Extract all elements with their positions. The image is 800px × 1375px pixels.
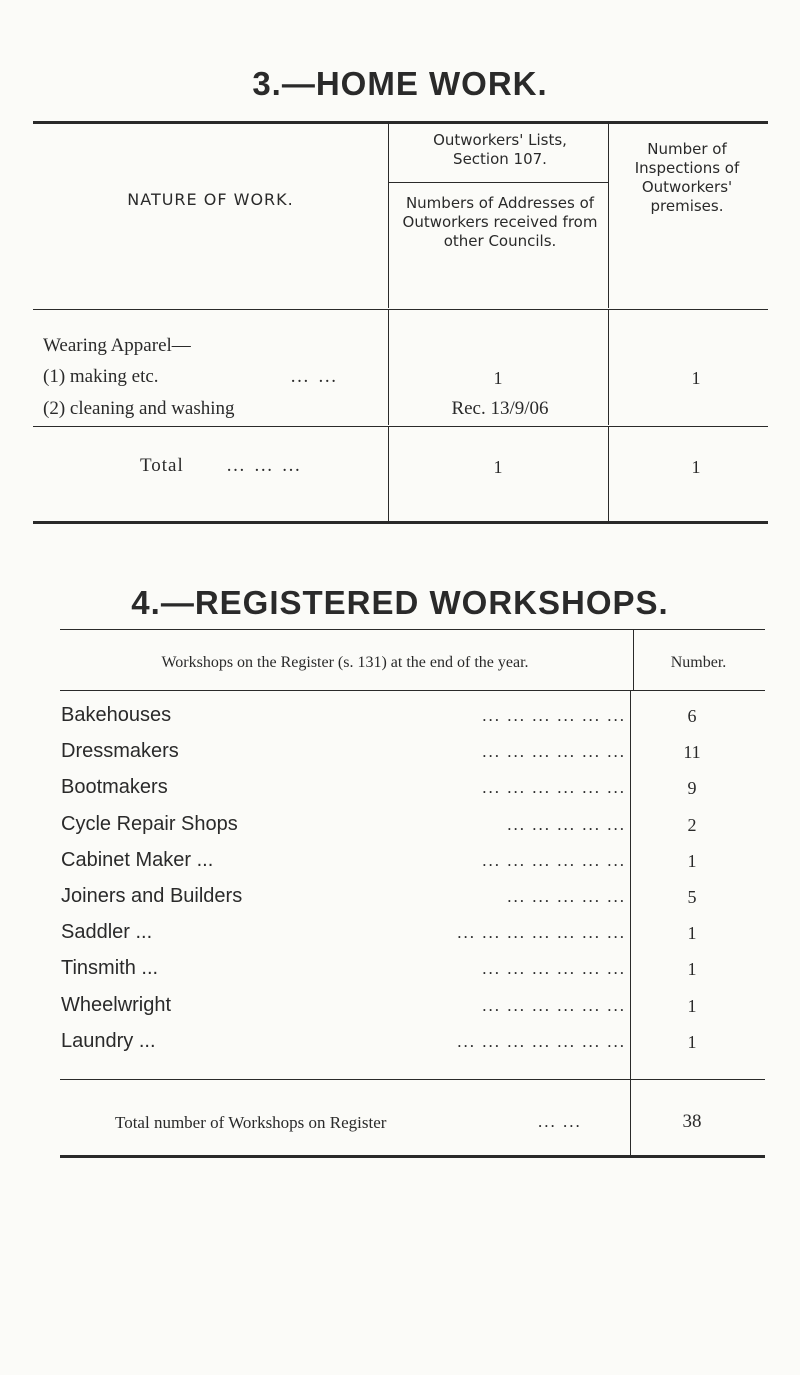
row-making-inspections: 1: [691, 368, 701, 388]
table1-divider-2: [608, 124, 609, 308]
row-total-dots: … … …: [226, 455, 303, 476]
workshop-label: Joiners and Builders: [61, 885, 243, 907]
leader-dots: ... ... ... ... ...: [507, 887, 626, 906]
leader-dots: ... ... ... ... ... ...: [482, 706, 626, 725]
table1-header-rule: [33, 309, 768, 310]
row-making-label: (1) making etc.: [43, 366, 159, 387]
row-making-dots: … …: [290, 366, 339, 387]
workshop-count: 5: [687, 887, 697, 907]
workshop-count: 1: [687, 996, 697, 1016]
workshop-count: 11: [683, 742, 701, 762]
workshop-count: 1: [687, 923, 697, 943]
table2-bottom-rule: [60, 1155, 765, 1158]
table1-divider-1: [388, 124, 389, 308]
row-total-label: Total: [140, 455, 184, 476]
row-category-wearing-apparel: Wearing Apparel—: [43, 335, 191, 356]
leader-dots: ... ... ... ... ... ...: [482, 742, 626, 761]
table1-top-rule: [33, 121, 768, 124]
table2-top-rule: [60, 629, 765, 630]
header-numbers-addresses: Numbers of Addresses of Outworkers received from other Councils.: [402, 194, 598, 250]
leader-dots: ... ... ... ... ... ... ...: [457, 923, 626, 942]
row-cleaning-addresses: Rec. 13/9/06: [451, 398, 549, 419]
row-total-inspections: 1: [691, 457, 701, 477]
table2-total-rule: [60, 1079, 765, 1080]
table1-body-divider-1: [388, 310, 389, 425]
workshop-count: 9: [687, 778, 697, 798]
total-workshops-label: Total number of Workshops on Register: [115, 1113, 387, 1132]
workshop-label: Bootmakers: [61, 776, 168, 798]
table1-total-divider-1: [388, 427, 389, 522]
header-outworkers-lists: Outworkers' Lists, Section 107.: [433, 131, 567, 168]
header-number: Number.: [670, 654, 727, 671]
table2-total-divider: [630, 1080, 631, 1155]
table2-body-divider: [630, 691, 631, 1079]
workshop-count: 2: [687, 815, 697, 835]
leader-dots: ... ... ... ... ... ... ...: [457, 1032, 626, 1051]
workshop-count: 1: [687, 851, 697, 871]
workshop-label: Tinsmith ...: [61, 957, 159, 979]
table1-total-rule: [33, 426, 768, 427]
leader-dots: ... ... ... ... ... ...: [482, 959, 626, 978]
workshop-label: Laundry ...: [61, 1030, 156, 1052]
total-workshops-value: 38: [682, 1111, 702, 1132]
workshop-label: Dressmakers: [61, 740, 179, 762]
row-making-addresses: 1: [493, 368, 503, 388]
leader-dots: ... ... ... ... ... ...: [482, 996, 626, 1015]
header-inspections: Number of Inspections of Outworkers' premises.: [634, 140, 740, 215]
leader-dots: ... ... ... ... ...: [507, 815, 626, 834]
workshop-label: Wheelwright: [61, 994, 172, 1016]
workshop-count: 1: [687, 959, 697, 979]
leader-dots: ... ... ... ... ... ...: [482, 778, 626, 797]
header-nature-of-work: NATURE OF WORK.: [127, 190, 294, 209]
workshop-count: 6: [687, 706, 697, 726]
total-workshops-dots: ... ...: [538, 1112, 582, 1131]
home-work-title: 3.—HOME WORK.: [252, 65, 548, 102]
workshop-label: Cycle Repair Shops: [61, 813, 238, 835]
workshop-label: Bakehouses: [61, 704, 172, 726]
table2-header-rule: [60, 690, 765, 691]
header-workshops-on-register: Workshops on the Register (s. 131) at the end of the year.: [161, 654, 529, 671]
leader-dots: ... ... ... ... ... ...: [482, 851, 626, 870]
row-total-addresses: 1: [493, 457, 503, 477]
table2-header-divider: [633, 630, 634, 690]
table1-total-divider-2: [608, 427, 609, 522]
table1-body-divider-2: [608, 310, 609, 425]
workshop-count: 1: [687, 1032, 697, 1052]
header-subdivider: [389, 182, 608, 183]
workshop-label: Cabinet Maker ...: [61, 849, 214, 871]
row-cleaning-label: (2) cleaning and washing: [43, 398, 235, 419]
workshop-label: Saddler ...: [61, 921, 153, 943]
table1-bottom-rule: [33, 521, 768, 524]
registered-workshops-title: 4.—REGISTERED WORKSHOPS.: [131, 584, 669, 621]
